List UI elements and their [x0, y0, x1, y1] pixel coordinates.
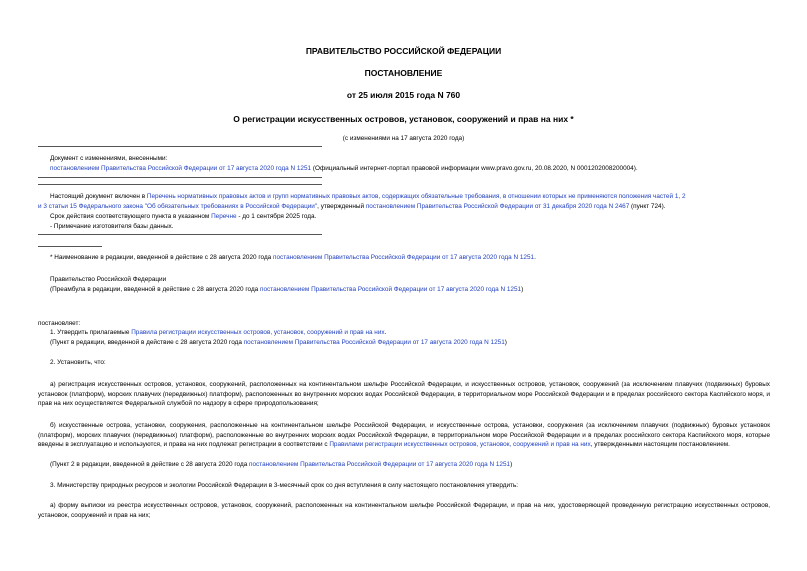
changes-label: Документ с изменениями, внесенными:: [50, 155, 168, 162]
footnote-link[interactable]: постановлением Правительства Российской Федерации от 17 августа 2020 года N 1251: [273, 254, 535, 261]
item-2: 2. Установить, что:: [50, 359, 106, 366]
preamble-link[interactable]: постановлением Правительства Российской Федерации от 17 августа 2020 года N 1251: [260, 286, 522, 293]
federal-law-link[interactable]: и 3 статьи 15 Федерального закона "Об обязательных требованиях в Российской Федерации": [38, 203, 318, 210]
item-2a: а) регистрация искусственных островов, установок, сооружений, расположенных на континентальном шельфе Российской Федерации, и искусственных островов, установок, сооружений (за исключением плавучих (подвижных) буровых установок (платформ), морских плавучих (передвижных) платформ), расположенных во внутренних морских водах Российской Федерации, в территориальном море Российской Федерации и в пределах российского сектора Каспийского моря, и прав на них осуществляется Федеральной службой по надзору в сфере природопользования;: [38, 381, 770, 407]
item-1: 1. Утвердить прилагаемые Правила регистрации искусственных островов, установок, сооружений и прав на них.: [50, 329, 387, 336]
resolution-2467-link[interactable]: постановлением Правительства Российской Федерации от 31 декабря 2020 года N 2467: [365, 203, 630, 210]
footnote: * Наименование в редакции, введенной в действие с 28 августа 2020 года постановлением Правительства Российской Федерации от 17 августа 2020 года N 1251.: [50, 254, 536, 261]
rules-link[interactable]: Правила регистрации искусственных островов, установок, сооружений и прав на них: [131, 329, 385, 336]
item-2-note: (Пункт 2 в редакции, введенной в действие с 28 августа 2020 года постановлением Правительства Российской Федерации от 17 августа 2020 года N 1251): [50, 461, 513, 468]
item-1-note: (Пункт в редакции, введенной в действие с 28 августа 2020 года постановлением Правительства Российской Федерации от 17 августа 2020 года N 1251): [50, 339, 507, 346]
footnote-divider: [38, 246, 102, 247]
preamble-note: (Преамбула в редакции, введенной в действие с 28 августа 2020 года постановлением Правительства Российской Федерации от 17 августа 2020 года N 1251): [50, 286, 524, 293]
inclusion-note-line1: Настоящий документ включен в Перечень нормативных правовых актов и групп нормативных правовых актов, содержащих обязательные требования, в отношении которых не применяются положения частей 1, 2: [50, 193, 686, 200]
item-3a: а) форму выписки из реестра искусственных островов, установок, сооружений, расположенных на континентальном шельфе Российской Федерации, и прав на них, удостоверяющей проведенную регистрацию искусственных островов, установок, сооружений и прав на них;: [38, 502, 770, 519]
changes-date: (с изменениями на 17 августа 2020 года): [342, 135, 465, 142]
item-1-note-link[interactable]: постановлением Правительства Российской Федерации от 17 августа 2020 года N 1251: [243, 339, 505, 346]
government-heading: ПРАВИТЕЛЬСТВО РОССИЙСКОЙ ФЕДЕРАЦИИ: [305, 46, 502, 56]
db-note: - Примечание изготовителя базы данных.: [50, 223, 174, 230]
changes-line: [50, 164, 638, 174]
divider: [38, 177, 322, 178]
divider: [38, 184, 322, 185]
perechen-link[interactable]: Перечень нормативных правовых актов и групп нормативных правовых актов, содержащих обязательные требования, в отношении которых не применяются положения частей 1, 2: [146, 193, 686, 200]
changes-link[interactable]: постановлением Правительства Российской Федерации от 17 августа 2020 года N 1251: [50, 165, 312, 172]
changes-source: (Официальный интернет-портал правовой информации www.pravo.gov.ru, 20.08.2020, N 0001202008200004).: [311, 165, 638, 172]
perechen-short-link[interactable]: Перечне: [211, 213, 237, 220]
document-title: О регистрации искусственных островов, установок, сооружений и прав на них *: [233, 114, 574, 124]
item-2-note-link[interactable]: постановлением Правительства Российской Федерации от 17 августа 2020 года N 1251: [249, 461, 511, 468]
rules-link-2[interactable]: Правилами регистрации искусственных островов, установок, сооружений и прав на них: [329, 441, 591, 448]
decrees: постановляет:: [38, 320, 81, 327]
item-3: 3. Министерству природных ресурсов и экологии Российской Федерации в 3-месячный срок со дня вступления в силу настоящего постановления утвердить:: [50, 482, 519, 489]
item-2b: б) искусственные острова, установки, сооружения, расположенные на континентальном шельфе Российской Федерации, и искусственные острова, установки, сооружения (за исключением плавучих (подвижных) буровых установок (платформ), морских плавучих (передвижных) платформ), расположенные во внутренних морских водах Российской Федерации, в территориальном море Российской Федерации и в пределах российского сектора Каспийского моря, которые введены в эксплуатацию и используются, и права на них подлежат регистрации в соответствии с Правилами регистрации искусственных островов, установок, сооружений и прав на них, утвержденными настоящим постановлением.: [38, 422, 770, 448]
inclusion-note-line2: и 3 статьи 15 Федерального закона "Об обязательных требованиях в Российской Федерации", утвержденный постановлением Правительства Российской Федерации от 31 декабря 2020 года N 2467 (пункт 724).: [38, 203, 666, 210]
validity-note: Срок действия соответствующего пункта в указанном Перечне - до 1 сентября 2025 года.: [50, 213, 317, 220]
document-date-number: от 25 июля 2015 года N 760: [346, 90, 461, 100]
divider: [38, 234, 322, 235]
document-type: ПОСТАНОВЛЕНИЕ: [364, 68, 443, 78]
preamble-gov: Правительство Российской Федерации: [50, 276, 167, 283]
divider: [38, 146, 322, 147]
